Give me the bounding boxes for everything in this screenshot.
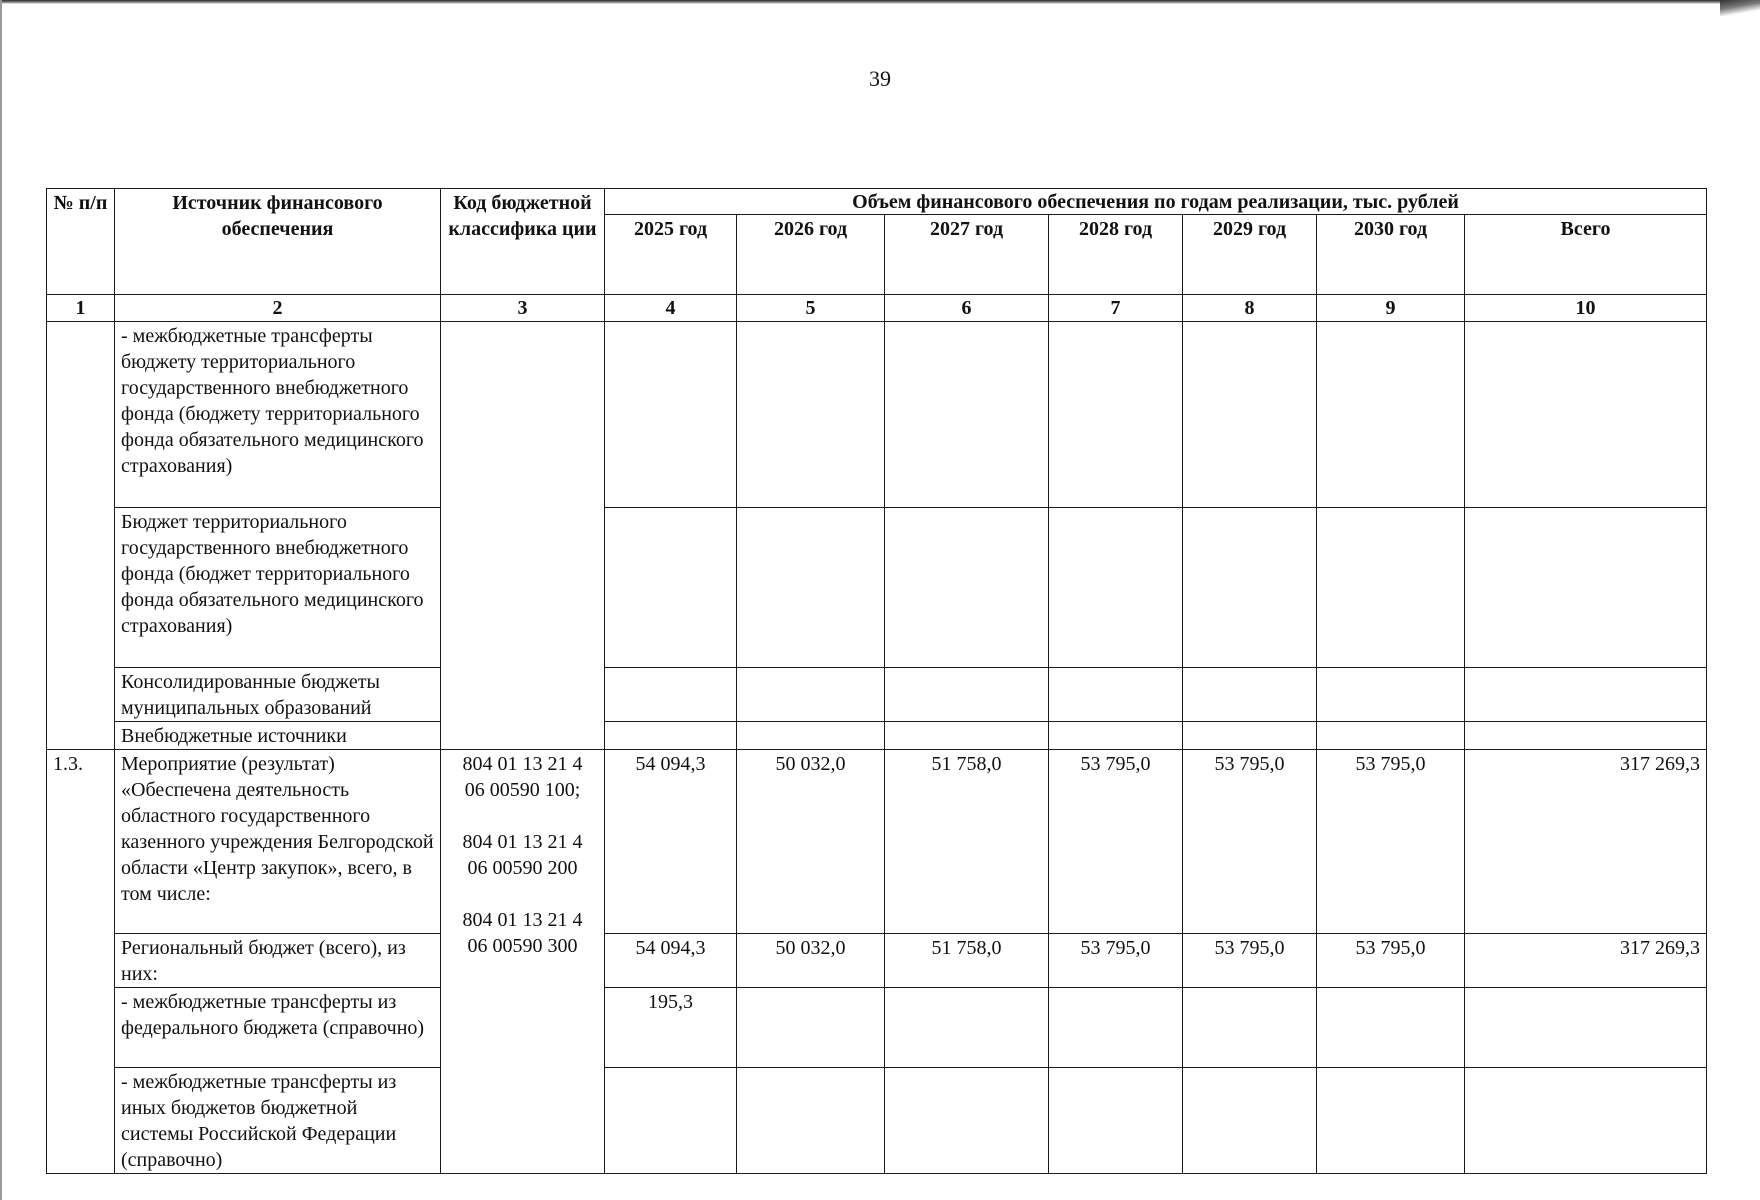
column-number: 10 <box>1465 295 1707 322</box>
value-cell <box>1317 508 1465 668</box>
source-cell: - межбюджетные трансферты бюджету территориального государственного внебюджетного фонда (бюджету территориального фонда обязательного медицинского страхования) <box>115 322 441 508</box>
scan-edge-top <box>0 0 1760 4</box>
value-cell <box>1317 322 1465 508</box>
code-line <box>447 803 598 829</box>
value-cell <box>737 1068 885 1174</box>
value-cell <box>1049 668 1183 722</box>
value-cell <box>605 722 737 750</box>
code-line <box>447 881 598 907</box>
header-row-1 <box>47 189 1707 215</box>
code-line: 804 01 13 21 4 <box>462 831 583 853</box>
value-cell <box>1049 322 1183 508</box>
value-cell: 54 094,3 <box>605 934 737 988</box>
header-year-2028: 2028 год <box>1049 215 1183 295</box>
column-number: 6 <box>885 295 1049 322</box>
value-cell <box>737 668 885 722</box>
value-cell <box>1465 508 1707 668</box>
value-cell: 51 758,0 <box>885 934 1049 988</box>
value-cell <box>1317 988 1465 1068</box>
value-cell <box>885 322 1049 508</box>
value-cell <box>1183 508 1317 668</box>
value-cell <box>1465 668 1707 722</box>
value-cell <box>1183 668 1317 722</box>
header-year-2026: 2026 год <box>737 215 885 295</box>
source-cell: Региональный бюджет (всего), из них: <box>115 934 441 988</box>
column-number: 2 <box>115 295 441 322</box>
value-cell: 195,3 <box>605 988 737 1068</box>
value-cell <box>1465 322 1707 508</box>
page-number: 39 <box>869 66 891 91</box>
value-cell <box>737 722 885 750</box>
value-cell <box>1183 322 1317 508</box>
code-line: 06 00590 100; <box>464 779 581 801</box>
table-row <box>47 322 1707 508</box>
header-year-2027: 2027 год <box>885 215 1049 295</box>
value-cell: 53 795,0 <box>1317 750 1465 934</box>
value-cell <box>885 668 1049 722</box>
value-cell <box>1183 1068 1317 1174</box>
column-number: 4 <box>605 295 737 322</box>
value-cell <box>737 322 885 508</box>
table-row <box>47 988 1707 1068</box>
column-number: 7 <box>1049 295 1183 322</box>
value-cell: 54 094,3 <box>605 750 737 934</box>
value-cell: 53 795,0 <box>1183 934 1317 988</box>
value-cell <box>605 508 737 668</box>
code-cell <box>441 750 605 1174</box>
code-cell <box>441 322 605 750</box>
value-cell: 317 269,3 <box>1465 934 1707 988</box>
value-cell <box>885 988 1049 1068</box>
row-number-cell: 1.3. <box>47 750 115 1174</box>
value-cell <box>1465 722 1707 750</box>
value-cell <box>1049 1068 1183 1174</box>
source-cell: Внебюджетные источники <box>115 722 441 750</box>
value-cell <box>1183 988 1317 1068</box>
value-cell <box>1049 722 1183 750</box>
source-cell: Консолидированные бюджеты муниципальных образований <box>115 668 441 722</box>
column-number: 1 <box>47 295 115 322</box>
column-number: 3 <box>441 295 605 322</box>
column-numbers-row <box>47 295 1707 322</box>
header-num: № п/п <box>47 189 115 295</box>
table-row <box>47 508 1707 668</box>
header-volume: Объем финансового обеспечения по годам реализации, тыс. рублей <box>605 189 1707 215</box>
value-cell <box>885 1068 1049 1174</box>
value-cell <box>737 988 885 1068</box>
value-cell <box>1317 1068 1465 1174</box>
value-cell: 53 795,0 <box>1317 934 1465 988</box>
value-cell <box>1049 988 1183 1068</box>
value-cell <box>737 508 885 668</box>
table-row <box>47 668 1707 722</box>
value-cell <box>605 668 737 722</box>
value-cell <box>605 1068 737 1174</box>
source-cell: Мероприятие (результат) «Обеспечена деятельность областного государственного казенного учреждения Белгородской области «Центр закупок», всего, в том числе: <box>115 750 441 934</box>
financing-table <box>46 188 1707 1174</box>
header-source: Источник финансового обеспечения <box>115 189 441 295</box>
value-cell <box>1465 1068 1707 1174</box>
header-year-2029: 2029 год <box>1183 215 1317 295</box>
value-cell: 53 795,0 <box>1049 934 1183 988</box>
value-cell: 50 032,0 <box>737 750 885 934</box>
scan-edge-left <box>0 0 2 1200</box>
value-cell <box>885 722 1049 750</box>
value-cell <box>1465 988 1707 1068</box>
scan-edge-corner <box>1720 0 1760 16</box>
table-row <box>47 934 1707 988</box>
value-cell: 53 795,0 <box>1183 750 1317 934</box>
table-row <box>47 722 1707 750</box>
row-number-cell <box>47 322 115 750</box>
code-line: 06 00590 300 <box>467 935 578 957</box>
source-cell: Бюджет территориального государственного внебюджетного фонда (бюджет территориального фонда обязательного медицинского страхования) <box>115 508 441 668</box>
table-row <box>47 1068 1707 1174</box>
code-line: 804 01 13 21 4 <box>462 753 583 775</box>
value-cell: 50 032,0 <box>737 934 885 988</box>
value-cell: 53 795,0 <box>1049 750 1183 934</box>
value-cell <box>1183 722 1317 750</box>
header-total: Всего <box>1465 215 1707 295</box>
header-year-2030: 2030 год <box>1317 215 1465 295</box>
column-number: 8 <box>1183 295 1317 322</box>
value-cell <box>1049 508 1183 668</box>
header-year-2025: 2025 год <box>605 215 737 295</box>
value-cell: 51 758,0 <box>885 750 1049 934</box>
code-line: 06 00590 200 <box>467 857 578 879</box>
value-cell <box>1317 722 1465 750</box>
source-cell: - межбюджетные трансферты из федерального бюджета (справочно) <box>115 988 441 1068</box>
table-row <box>47 750 1707 934</box>
source-cell: - межбюджетные трансферты из иных бюджетов бюджетной системы Российской Федерации (справочно) <box>115 1068 441 1174</box>
value-cell <box>885 508 1049 668</box>
value-cell: 317 269,3 <box>1465 750 1707 934</box>
column-number: 9 <box>1317 295 1465 322</box>
code-line: 804 01 13 21 4 <box>462 909 583 931</box>
value-cell <box>1317 668 1465 722</box>
column-number: 5 <box>737 295 885 322</box>
value-cell <box>605 322 737 508</box>
header-code: Код бюджетной классифика ции <box>441 189 605 295</box>
